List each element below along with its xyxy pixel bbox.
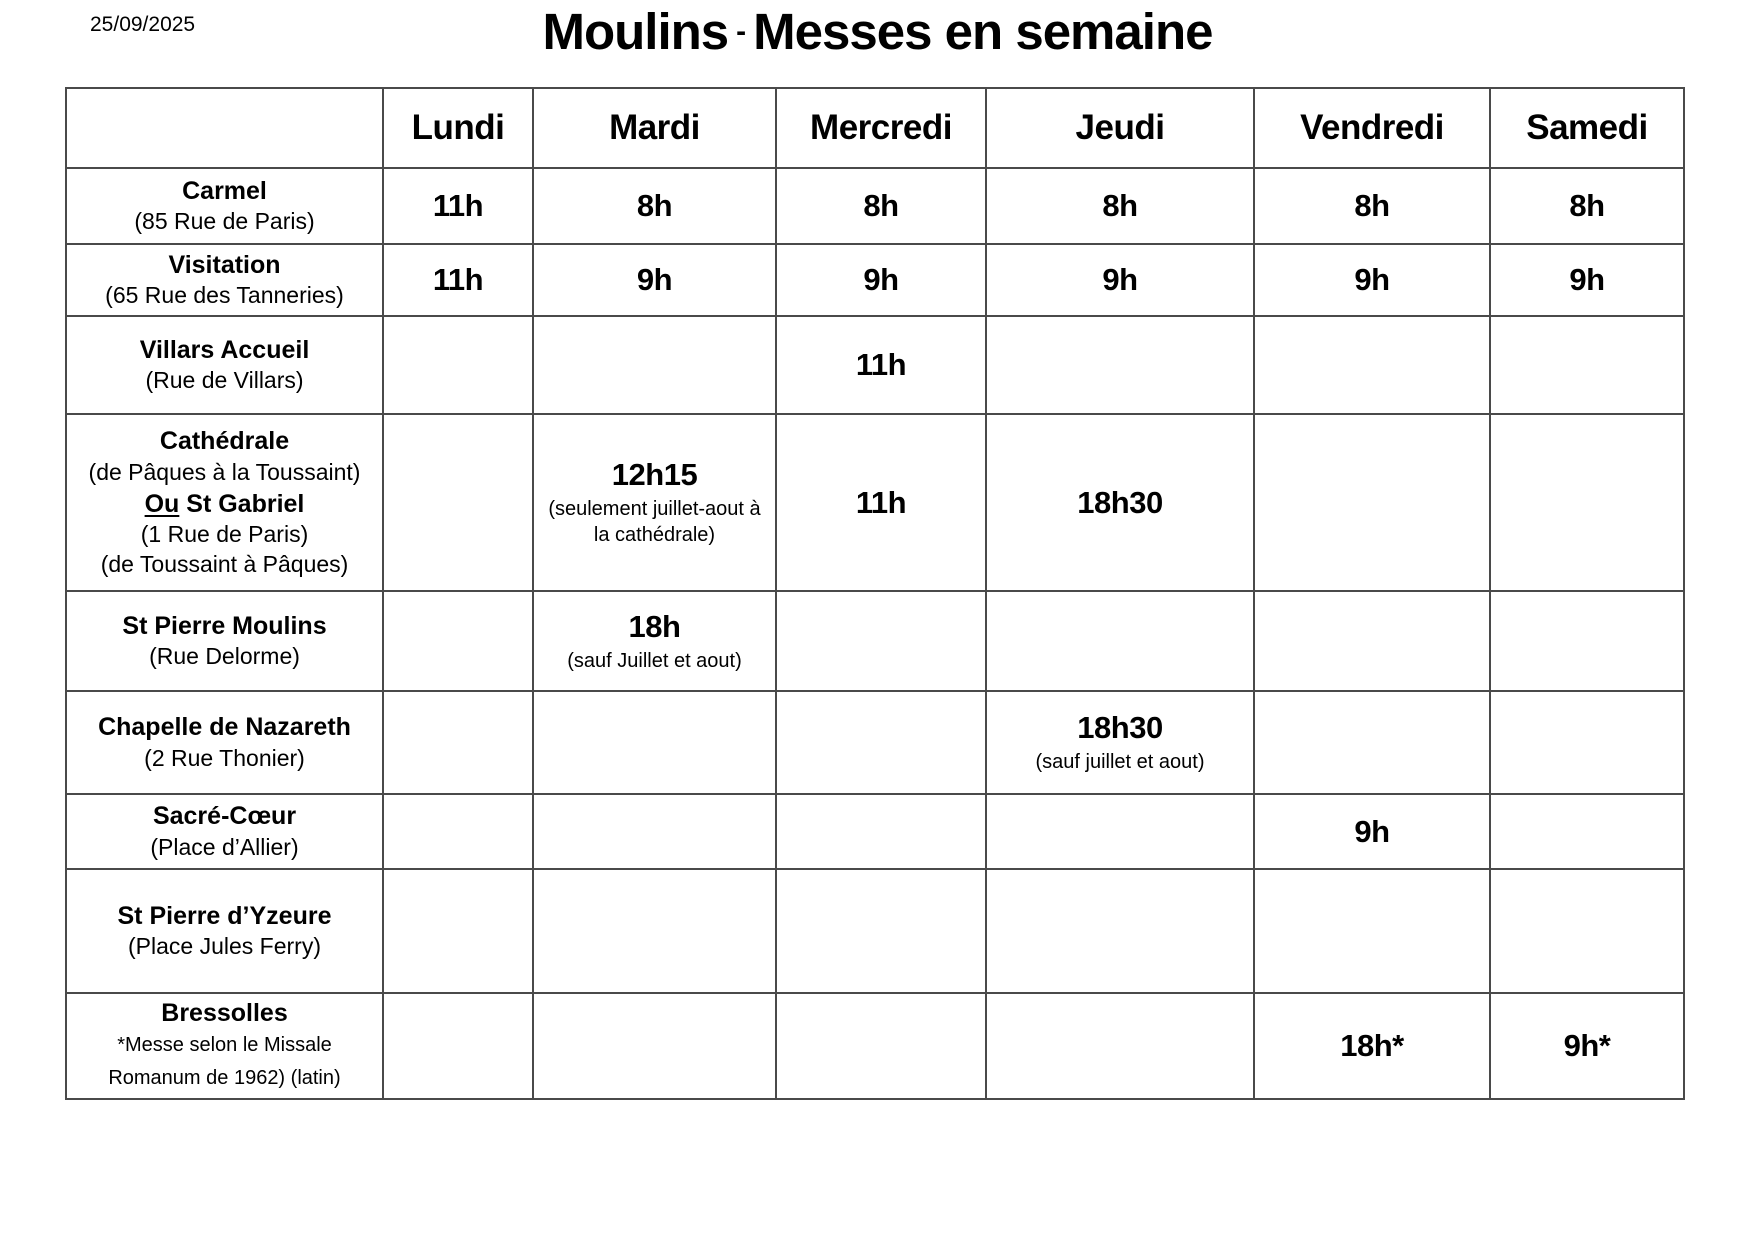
- empty-cell: [986, 794, 1254, 869]
- time-value: 18h*: [1340, 1028, 1404, 1063]
- time-value: 18h: [628, 608, 681, 644]
- day-header-cell: [986, 88, 1254, 168]
- place-name: Cathédrale: [159, 427, 290, 456]
- time-value: 8h: [1102, 188, 1138, 223]
- time-cell: [986, 691, 1254, 794]
- day-header-samedi: Samedi: [1526, 108, 1648, 147]
- place-name: St Pierre Moulins: [122, 611, 327, 640]
- place-label-cell: [66, 993, 383, 1099]
- corner-cell: [66, 88, 383, 168]
- empty-cell: [383, 316, 533, 414]
- time-cell: [533, 168, 776, 244]
- empty-cell: [533, 316, 776, 414]
- time-cell: [1490, 993, 1684, 1099]
- header-row: [66, 88, 1684, 168]
- day-header-mercredi: Mercredi: [810, 108, 952, 147]
- place-name: Visitation: [168, 250, 281, 279]
- place-address: (65 Rue des Tanneries): [105, 282, 344, 309]
- place-address: (Rue Delorme): [149, 643, 300, 670]
- place-name: Chapelle de Nazareth: [98, 713, 351, 742]
- time-cell: [1490, 168, 1684, 244]
- place-label-cell: [66, 691, 383, 794]
- time-value: 9h: [636, 262, 673, 297]
- empty-cell: [1490, 414, 1684, 591]
- place-name: Villars Accueil: [139, 335, 310, 364]
- document-date: 25/09/2025: [90, 13, 196, 36]
- place-address: (Place d’Allier): [150, 833, 299, 860]
- day-header-cell: [776, 88, 986, 168]
- time-cell: [533, 591, 776, 691]
- empty-cell: [1490, 691, 1684, 794]
- alt-place-prefix: Ou: [144, 489, 180, 518]
- time-cell: [1254, 993, 1490, 1099]
- time-cell: [533, 414, 776, 591]
- time-cell: [776, 244, 986, 316]
- day-header-vendredi: Vendredi: [1300, 108, 1444, 147]
- alt-place-rest: St Gabriel: [179, 489, 305, 518]
- time-cell: [533, 244, 776, 316]
- place-label-cell: [66, 168, 383, 244]
- time-value: 9h: [1102, 262, 1138, 297]
- place-season-note: (de Toussaint à Pâques): [100, 550, 349, 577]
- time-value: 8h: [1569, 188, 1605, 223]
- time-cell: [1254, 244, 1490, 316]
- empty-cell: [1254, 591, 1490, 691]
- empty-cell: [533, 869, 776, 993]
- time-value: 11h: [432, 262, 484, 297]
- place-address: (Rue de Villars): [145, 367, 304, 394]
- empty-cell: [533, 993, 776, 1099]
- place-address: (85 Rue de Paris): [134, 208, 315, 235]
- place-label-cell: [66, 591, 383, 691]
- empty-cell: [1254, 316, 1490, 414]
- time-value: 11h: [432, 188, 484, 223]
- place-footnote: Romanum de 1962) (latin): [108, 1067, 341, 1090]
- row-visitation: [66, 244, 1684, 316]
- place-address: (1 Rue de Paris): [140, 521, 309, 548]
- empty-cell: [1490, 591, 1684, 691]
- day-header-cell: [1490, 88, 1684, 168]
- title-rest: Messes en semaine: [753, 3, 1213, 60]
- empty-cell: [776, 794, 986, 869]
- time-cell: [986, 168, 1254, 244]
- time-cell: [1490, 244, 1684, 316]
- empty-cell: [1254, 414, 1490, 591]
- time-cell: [1254, 168, 1490, 244]
- time-cell: [1254, 794, 1490, 869]
- place-name: Bressolles: [161, 998, 288, 1027]
- empty-cell: [533, 794, 776, 869]
- place-address: (2 Rue Thonier): [144, 744, 305, 771]
- empty-cell: [776, 993, 986, 1099]
- time-note: (seulement juillet-aout à la cathédrale): [548, 498, 761, 546]
- document-title: [0, 2, 1755, 61]
- empty-cell: [383, 993, 533, 1099]
- empty-cell: [383, 794, 533, 869]
- title-main: Moulins: [542, 3, 729, 60]
- day-header-cell: [533, 88, 776, 168]
- place-label-cell: [66, 244, 383, 316]
- day-header-mardi: Mardi: [609, 108, 700, 147]
- row-carmel: [66, 168, 1684, 244]
- empty-cell: [776, 869, 986, 993]
- time-note: (sauf Juillet et aout): [567, 649, 742, 672]
- day-header-cell: [383, 88, 533, 168]
- row-cathedrale: [66, 414, 1684, 591]
- mass-schedule-table: [65, 87, 1685, 1100]
- time-cell: [986, 244, 1254, 316]
- place-name: Sacré-Cœur: [152, 802, 297, 831]
- day-header-lundi: Lundi: [411, 108, 505, 147]
- time-cell: [776, 414, 986, 591]
- empty-cell: [1254, 869, 1490, 993]
- time-value: 11h: [855, 484, 907, 520]
- row-sacre-coeur: [66, 794, 1684, 869]
- day-header-jeudi: Jeudi: [1075, 108, 1165, 147]
- place-season-note: (de Pâques à la Toussaint): [88, 458, 361, 485]
- empty-cell: [383, 691, 533, 794]
- time-cell: [383, 168, 533, 244]
- empty-cell: [986, 869, 1254, 993]
- empty-cell: [776, 591, 986, 691]
- row-villars-accueil: [66, 316, 1684, 414]
- empty-cell: [383, 414, 533, 591]
- row-chapelle-de-nazareth: [66, 691, 1684, 794]
- empty-cell: [986, 591, 1254, 691]
- time-value: 9h: [1354, 813, 1390, 849]
- empty-cell: [383, 869, 533, 993]
- time-value: 9h: [863, 262, 899, 297]
- time-value: 18h30: [1077, 710, 1163, 745]
- time-value: 11h: [855, 347, 907, 382]
- place-name: St Pierre d’Yzeure: [117, 901, 332, 930]
- alt-place-name: [73, 488, 376, 521]
- time-value: 8h: [636, 188, 673, 223]
- row-st-pierre-moulins: [66, 591, 1684, 691]
- empty-cell: [1254, 691, 1490, 794]
- time-value: 9h*: [1563, 1028, 1611, 1063]
- place-footnote: *Messe selon le Missale: [117, 1034, 332, 1057]
- place-label-cell: [66, 316, 383, 414]
- time-value: 9h: [1354, 262, 1390, 297]
- time-value: 18h30: [1077, 484, 1163, 520]
- empty-cell: [1490, 869, 1684, 993]
- time-cell: [383, 244, 533, 316]
- row-bressolles: [66, 993, 1684, 1099]
- time-value: 8h: [863, 188, 899, 223]
- empty-cell: [986, 993, 1254, 1099]
- place-name: Carmel: [182, 176, 267, 205]
- empty-cell: [533, 691, 776, 794]
- empty-cell: [1490, 794, 1684, 869]
- time-value: 12h15: [611, 457, 698, 492]
- time-cell: [986, 414, 1254, 591]
- time-cell: [776, 316, 986, 414]
- empty-cell: [776, 691, 986, 794]
- day-header-cell: [1254, 88, 1490, 168]
- place-label-cell: [66, 869, 383, 993]
- empty-cell: [1490, 316, 1684, 414]
- time-value: 8h: [1354, 188, 1390, 223]
- place-address: (Place Jules Ferry): [128, 933, 321, 960]
- time-value: 9h: [1569, 262, 1605, 297]
- place-label-cell: [66, 794, 383, 869]
- empty-cell: [383, 591, 533, 691]
- row-st-pierre-d-yzeure: [66, 869, 1684, 993]
- place-label-cell: [66, 414, 383, 591]
- time-note: (sauf juillet et aout): [1035, 751, 1205, 773]
- time-cell: [776, 168, 986, 244]
- title-separator: -: [736, 15, 746, 48]
- empty-cell: [986, 316, 1254, 414]
